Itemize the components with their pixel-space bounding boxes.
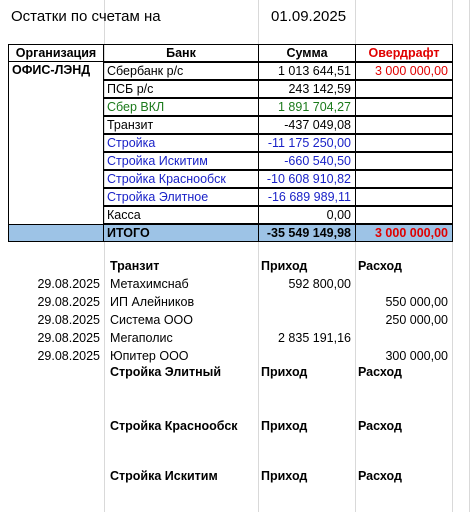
transit-row [0,276,470,294]
transit-date[interactable]: 29.08.2025 [37,331,100,345]
bank-sum[interactable]: 1 013 644,51 [258,62,356,80]
org-cell[interactable] [8,206,104,224]
total-org-cell[interactable] [8,224,104,242]
transit-header-row [0,258,470,276]
section-header-row [0,468,470,486]
transit-date[interactable]: 29.08.2025 [37,295,100,309]
col-header-org[interactable]: Организация [8,44,104,62]
total-label[interactable]: ИТОГО [103,224,259,242]
transit-expense[interactable]: 550 000,00 [385,295,448,309]
transit-income[interactable]: 592 800,00 [288,277,351,291]
transit-name[interactable]: Мегаполис [110,331,173,345]
bank-overdraft[interactable] [355,206,453,224]
income-header[interactable]: Приход [261,469,308,483]
bank-name[interactable]: Стройка [103,134,259,152]
bank-overdraft[interactable]: 3 000 000,00 [355,62,453,80]
table-row [0,188,470,206]
transit-income[interactable]: 2 835 191,16 [278,331,351,345]
transit-expense[interactable] [355,330,452,348]
bank-sum[interactable]: 0,00 [258,206,356,224]
transit-name[interactable]: Юпитер ООО [110,349,189,363]
transit-row [0,312,470,330]
section-header-row [0,364,470,382]
expense-header[interactable]: Расход [358,365,402,379]
bank-name[interactable]: Стройка Искитим [103,152,259,170]
bank-sum[interactable]: 1 891 704,27 [258,98,356,116]
expense-header[interactable]: Расход [358,259,402,273]
income-header[interactable]: Приход [261,259,308,273]
section-header-row [0,418,470,436]
transit-date[interactable]: 29.08.2025 [37,313,100,327]
income-header[interactable]: Приход [261,419,308,433]
table-row [0,206,470,224]
bank-overdraft[interactable] [355,170,453,188]
bank-overdraft[interactable] [355,98,453,116]
report-title[interactable]: Остатки по счетам на [11,8,161,25]
bank-name[interactable]: Касса [103,206,259,224]
table-row [0,62,470,80]
transit-date[interactable]: 29.08.2025 [37,277,100,291]
table-row [0,134,470,152]
bank-overdraft[interactable] [355,116,453,134]
transit-expense[interactable]: 250 000,00 [385,313,448,327]
transit-name[interactable]: Метахимснаб [110,277,189,291]
income-header[interactable]: Приход [261,365,308,379]
org-cell[interactable] [8,80,104,98]
org-cell[interactable] [8,98,104,116]
transit-name[interactable]: ИП Алейников [110,295,195,309]
transit-expense[interactable]: 300 000,00 [385,349,448,363]
table-row [0,152,470,170]
transit-name[interactable]: Система ООО [110,313,193,327]
org-cell[interactable] [8,170,104,188]
section-title[interactable]: Стройка Элитный [110,365,222,379]
org-name[interactable]: ОФИС-ЛЭНД [8,62,104,80]
bank-sum[interactable]: 243 142,59 [258,80,356,98]
org-cell[interactable] [8,116,104,134]
total-sum[interactable]: -35 549 149,98 [258,224,356,242]
bank-sum[interactable]: -16 689 989,11 [258,188,356,206]
col-header-overdraft[interactable]: Овердрафт [355,44,453,62]
bank-name[interactable]: Сбербанк р/с [103,62,259,80]
table-row [0,116,470,134]
org-cell[interactable] [8,188,104,206]
transit-expense[interactable] [355,276,452,294]
section-title[interactable]: Транзит [110,259,160,273]
table-row [0,98,470,116]
table-row [0,170,470,188]
bank-overdraft[interactable] [355,134,453,152]
bank-sum[interactable]: -10 608 910,82 [258,170,356,188]
bank-overdraft[interactable] [355,152,453,170]
bank-sum[interactable]: -660 540,50 [258,152,356,170]
transit-income[interactable] [258,294,355,312]
bank-sum[interactable]: -437 049,08 [258,116,356,134]
transit-income[interactable] [258,312,355,330]
org-cell[interactable] [8,134,104,152]
bank-name[interactable]: ПСБ р/с [103,80,259,98]
section-title[interactable]: Стройка Искитим [110,469,218,483]
transit-row [0,294,470,312]
title-row [0,6,470,28]
org-cell[interactable] [8,152,104,170]
total-overdraft[interactable]: 3 000 000,00 [355,224,453,242]
bank-name[interactable]: Транзит [103,116,259,134]
bank-name[interactable]: Стройка Элитное [103,188,259,206]
table-row [0,80,470,98]
transit-date[interactable]: 29.08.2025 [37,349,100,363]
bank-sum[interactable]: -11 175 250,00 [258,134,356,152]
col-header-bank[interactable]: Банк [103,44,259,62]
section-title[interactable]: Стройка Краснообск [110,419,238,433]
total-row [0,224,470,242]
bank-name[interactable]: Стройка Краснообск [103,170,259,188]
bank-name[interactable]: Сбер ВКЛ [103,98,259,116]
expense-header[interactable]: Расход [358,419,402,433]
bank-overdraft[interactable] [355,188,453,206]
balances-header-row [0,44,470,62]
bank-overdraft[interactable] [355,80,453,98]
transit-row [0,330,470,348]
col-header-sum[interactable]: Сумма [258,44,356,62]
expense-header[interactable]: Расход [358,469,402,483]
report-date[interactable]: 01.09.2025 [271,8,347,25]
